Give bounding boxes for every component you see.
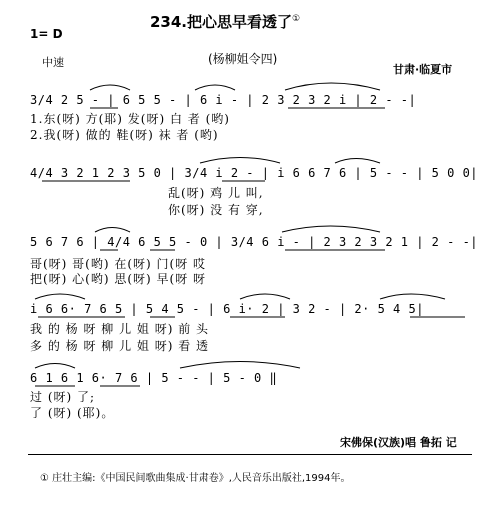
lyric-line-5-verse-1: 过 (呀) 了; xyxy=(30,390,96,404)
lyric-line-2-verse-1: 乱(呀) 鸡 儿 叫, xyxy=(168,186,264,200)
notation-line-3: 5 6 7 6 | 4/4 6 5 5 - 0 | 3/4 6 i - | 2 3 2 3 2 1 | 2 - -| xyxy=(30,235,479,249)
slur-mark xyxy=(335,159,380,164)
slur-mark xyxy=(380,294,445,299)
slur-mark xyxy=(90,85,130,90)
lyric-line-4-verse-2: 多 的 杨 呀 柳 儿 姐 呀) 看 透 xyxy=(30,339,210,353)
footnote: ① 庄壮主编:《中国民间歌曲集成·甘肃卷》,人民音乐出版社,1994年。 xyxy=(40,473,351,484)
song-origin: 甘肃·临夏市 xyxy=(393,63,453,76)
notation-line-5: 6 1 6 1 6· 7 6 | 5 - - | 5 - 0 ‖ xyxy=(30,371,278,385)
lyric-line-3-verse-2: 把(呀) 心(哟) 思(呀) 早(呀 呀 xyxy=(30,272,207,286)
slur-mark xyxy=(35,364,75,369)
slur-mark xyxy=(200,158,280,164)
lyric-line-2-verse-2: 你(呀) 没 有 穿, xyxy=(168,203,264,217)
lyric-line-1-verse-1: 1.东(呀) 方(耶) 发(呀) 白 者 (哟) xyxy=(30,112,230,126)
song-subtitle: (杨柳姐令四) xyxy=(208,52,278,66)
performer-credit: 宋佛保(汉族)唱 鲁拓 记 xyxy=(340,436,457,449)
song-title-text: 234.把心思早看透了 xyxy=(150,13,293,31)
notation-line-4: i 6 6· 7 6 5 | 5 4 5 - | 6 i· 2 | 3 2 - | 2· 5 4 5| xyxy=(30,302,424,316)
slur-mark xyxy=(95,228,130,233)
footnote-divider xyxy=(28,454,472,455)
lyric-line-1-verse-2: 2.我(呀) 做的 鞋(呀) 袜 者 (哟) xyxy=(30,128,219,142)
title-footnote-marker: ① xyxy=(292,14,301,24)
lyric-line-3-verse-1: 哥(呀) 哥(哟) 在(呀) 门(呀 哎 xyxy=(30,257,207,271)
slur-mark xyxy=(35,294,85,299)
notation-line-1: 3/4 2 5 - | 6 5 5 - | 6 i - | 2 3 2 3 2 i | 2 - -| xyxy=(30,93,417,107)
slur-mark xyxy=(180,362,300,369)
lyric-line-4-verse-1: 我 的 杨 呀 柳 儿 姐 呀) 前 头 xyxy=(30,322,210,336)
key-signature: 1= D xyxy=(30,27,63,41)
tempo-marking: 中速 xyxy=(42,56,64,69)
lyric-line-5-verse-2: 了 (呀) (耶)。 xyxy=(30,406,115,420)
slur-mark xyxy=(240,294,290,299)
slur-mark xyxy=(195,85,235,90)
notation-line-2: 4/4 3 2 1 2 3 5 0 | 3/4 i 2 - | i 6 6 7 6 | 5 - - | 5 0 0| xyxy=(30,166,479,180)
slur-mark xyxy=(285,83,380,90)
slur-mark xyxy=(282,226,380,232)
